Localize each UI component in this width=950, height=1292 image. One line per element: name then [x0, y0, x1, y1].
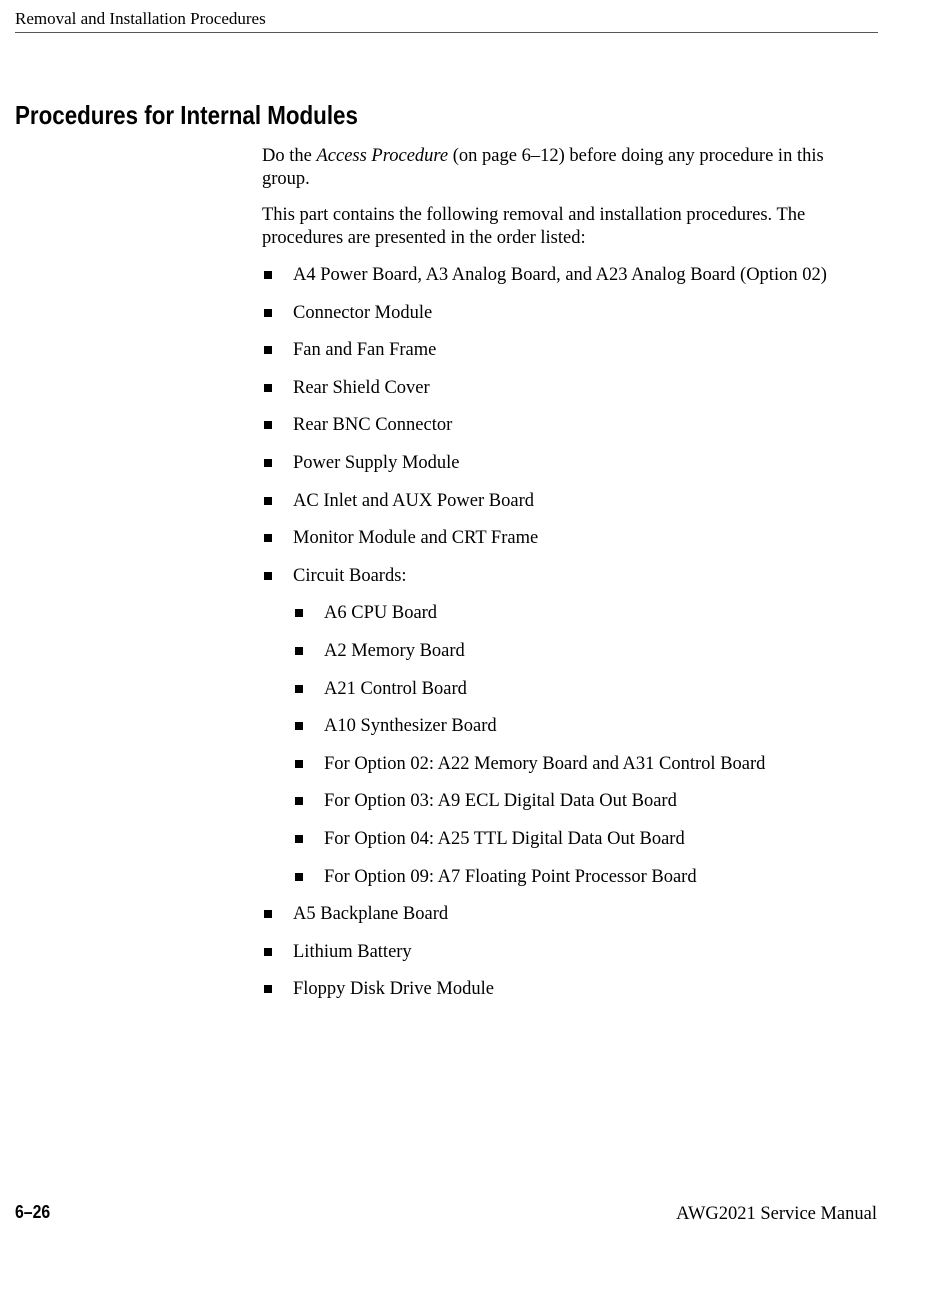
square-bullet-icon: [295, 835, 303, 843]
list-item-label: For Option 03: A9 ECL Digital Data Out Board: [324, 791, 677, 812]
list-item: [262, 262, 902, 300]
manual-title: AWG2021 Service Manual: [676, 1204, 877, 1224]
sub-list-item: [262, 751, 902, 789]
square-bullet-icon: [264, 910, 272, 918]
list-item-label: Rear BNC Connector: [293, 415, 453, 436]
square-bullet-icon: [295, 647, 303, 655]
sub-list-item: [262, 788, 902, 826]
list-item-label: A10 Synthesizer Board: [324, 716, 497, 737]
list-item-label: Floppy Disk Drive Module: [293, 979, 494, 1000]
sub-list-item: [262, 638, 902, 676]
intro-text-after: (on page 6–12) before doing any procedure in this group.: [262, 146, 824, 189]
square-bullet-icon: [264, 459, 272, 467]
list-item-label: For Option 04: A25 TTL Digital Data Out Board: [324, 828, 685, 849]
list-item-label: For Option 09: A7 Floating Point Processor Board: [324, 866, 697, 887]
intro-text-before: Do the: [262, 146, 317, 166]
square-bullet-icon: [264, 346, 272, 354]
list-item: [262, 563, 902, 601]
list-item-label: A21 Control Board: [324, 678, 467, 699]
list-item: [262, 901, 902, 939]
sub-list-item: [262, 600, 902, 638]
list-item-label: Connector Module: [293, 302, 433, 323]
square-bullet-icon: [264, 309, 272, 317]
list-item: [262, 976, 902, 1014]
square-bullet-icon: [264, 572, 272, 580]
list-item-label: A2 Memory Board: [324, 640, 465, 661]
sub-list-item: [262, 864, 902, 902]
square-bullet-icon: [295, 873, 303, 881]
list-item-label: A6 CPU Board: [324, 603, 438, 624]
square-bullet-icon: [264, 534, 272, 542]
procedure-list: [262, 262, 902, 1014]
sub-list-item: [262, 713, 902, 751]
square-bullet-icon: [295, 760, 303, 768]
list-item: [262, 939, 902, 977]
list-item: [262, 450, 902, 488]
list-item-label: Rear Shield Cover: [293, 377, 430, 398]
square-bullet-icon: [264, 497, 272, 505]
list-item-label: AC Inlet and AUX Power Board: [293, 490, 534, 511]
intro-paragraph-access: [262, 145, 862, 191]
list-item-label: Lithium Battery: [293, 941, 412, 962]
sub-list-item: [262, 676, 902, 714]
list-item-label: For Option 02: A22 Memory Board and A31 Control Board: [324, 753, 766, 774]
square-bullet-icon: [264, 985, 272, 993]
page-number: 6–26: [15, 1202, 51, 1222]
header-rule: [15, 32, 878, 33]
list-item: [262, 412, 902, 450]
list-item-label: Power Supply Module: [293, 452, 460, 473]
sub-list-item: [262, 826, 902, 864]
list-item-label: A4 Power Board, A3 Analog Board, and A23 Analog Board (Option 02): [293, 265, 827, 285]
intro-paragraph-list: This part contains the following removal and installation procedures. The procedures are presented in the order listed:: [262, 205, 806, 248]
list-item: [262, 337, 902, 375]
list-item-label: Circuit Boards:: [293, 565, 407, 586]
square-bullet-icon: [295, 797, 303, 805]
list-item: [262, 525, 902, 563]
square-bullet-icon: [264, 271, 272, 279]
list-item-label: Fan and Fan Frame: [293, 340, 437, 361]
list-item-label: A5 Backplane Board: [293, 904, 449, 925]
list-item-label: Monitor Module and CRT Frame: [293, 528, 539, 549]
running-head: Removal and Installation Procedures: [15, 9, 266, 28]
square-bullet-icon: [264, 384, 272, 392]
list-item: [262, 300, 902, 338]
square-bullet-icon: [264, 948, 272, 956]
access-procedure-link[interactable]: Access Procedure: [316, 146, 449, 166]
section-title: Procedures for Internal Modules: [15, 100, 358, 130]
square-bullet-icon: [264, 421, 272, 429]
square-bullet-icon: [295, 685, 303, 693]
list-item: [262, 375, 902, 413]
square-bullet-icon: [295, 722, 303, 730]
square-bullet-icon: [295, 609, 303, 617]
list-item: [262, 488, 902, 526]
